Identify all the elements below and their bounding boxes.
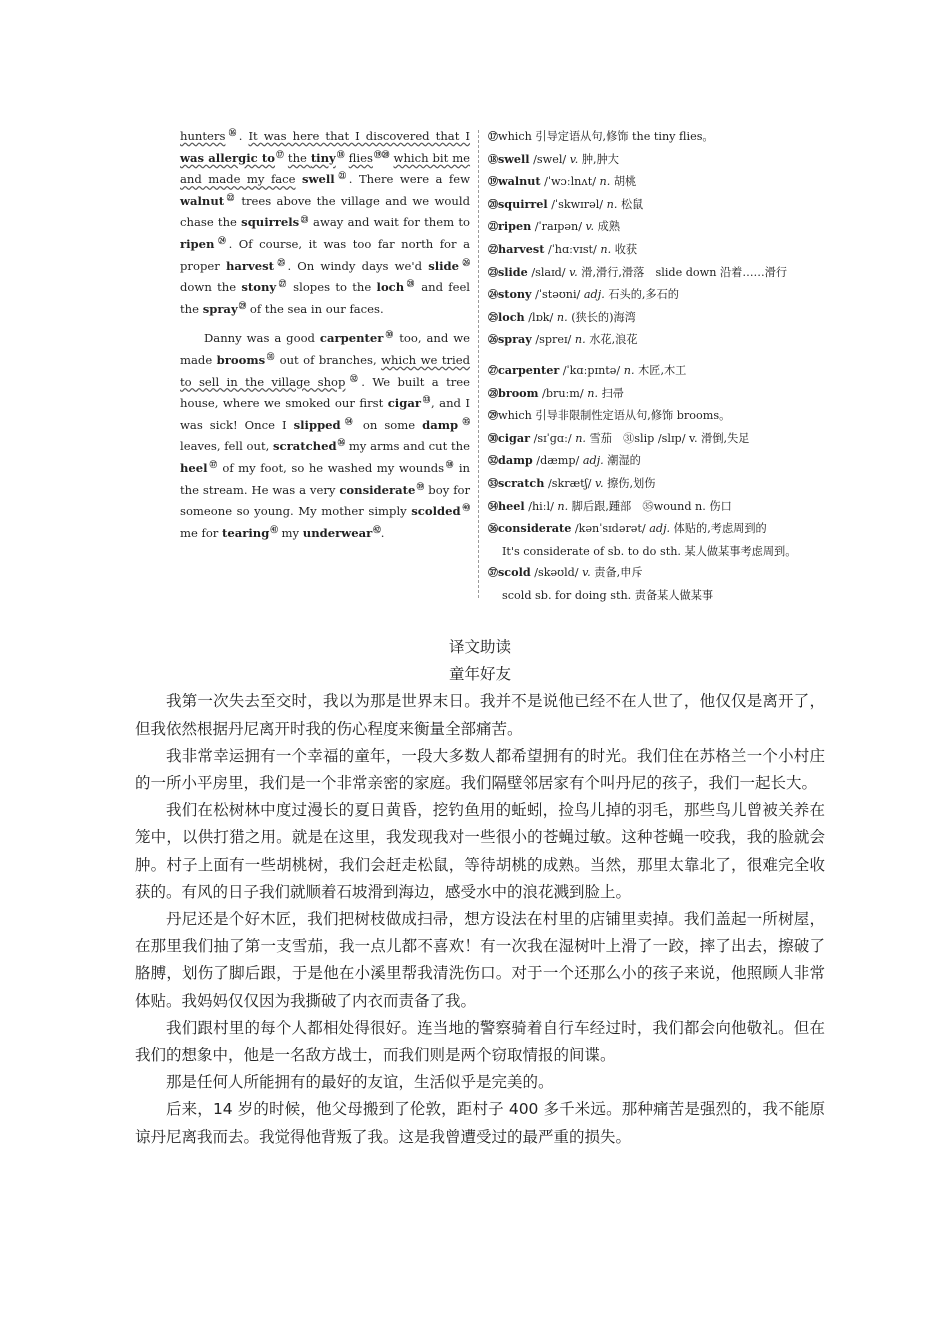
note-pos: n. (606, 197, 618, 211)
note-marker: ㉔ (215, 236, 229, 246)
note-num: ⑳ (488, 199, 498, 211)
note-def: 石头的,多石的 (608, 288, 679, 302)
text-run: of the sea in our faces. (246, 301, 384, 316)
keyword: scratched (273, 439, 337, 454)
annotated-reading-section (180, 126, 860, 602)
keyword: slide (428, 258, 460, 273)
vocab-note (488, 194, 868, 217)
text-run: in the stream. He was a very (180, 460, 471, 497)
text-run: , and I was sick! Once I (180, 396, 471, 432)
vocab-note (488, 307, 868, 330)
note-def: 松鼠 (620, 197, 644, 211)
note-ipa: /ˈraɪpən/ (534, 220, 582, 234)
text-run: . There were a few (348, 172, 470, 187)
translation-paragraph: 我们跟村里的每个人都相处得很好。连当地的警察骑着自行车经过时，我们都会向他敬礼。但在我们的想象中，他是一名敌方战士，而我们则是两个窃取情报的间谍。 (135, 1018, 825, 1065)
column-divider (478, 130, 479, 598)
keyword: walnut (180, 193, 225, 208)
note-marker: ⑲⑳ (373, 149, 390, 159)
note-pos: v. (585, 220, 595, 234)
text-run: away and wait for them to (308, 215, 470, 230)
note-pos: adj. (649, 522, 671, 536)
keyword: cigar (387, 396, 421, 411)
note-num: ㉔ (488, 290, 498, 302)
note-ipa: /skəʊld/ (534, 566, 579, 580)
note-ipa: /swel/ (533, 152, 567, 166)
note-word: considerate (498, 521, 572, 536)
note-def: 体贴的,考虑周到的 (673, 522, 767, 536)
vocab-note (488, 518, 868, 541)
note-ipa: /ˈhɑːvɪst/ (547, 242, 597, 256)
vocab-note (488, 149, 868, 172)
note-marker: ㉘ (405, 279, 416, 289)
note-marker: ㉓ (300, 214, 309, 224)
note-num: ㉞ (488, 501, 498, 513)
note-marker: ㉗ (277, 279, 288, 289)
note-num: ㊲ (488, 568, 498, 580)
note-marker: ㉝ (421, 395, 432, 405)
keyword: heel (180, 460, 208, 475)
note-pos: v. (594, 476, 604, 490)
vocab-note (488, 329, 868, 352)
text-run: my arms and cut the (345, 439, 470, 454)
translation-paragraph: 丹尼还是个好木匠，我们把树枝做成扫帚，想方设法在村里的店铺里卖掉。我们盖起一所树屋，在那里我们抽了第一支雪茄，我一点儿都不喜欢！有一次我在湿树叶上滑了一跤，摔了出去，擦破了胳膊，划伤了脚后跟，于是他在小溪里帮我清洗伤口。对于一个还那么小的孩子来说，他照顾人非常体贴。我妈妈仅仅因为我撕破了内衣而责备了我。 (135, 910, 825, 1010)
note-def: 滑,滑行,滑落 slide down 沿着……滑行 (581, 265, 788, 279)
note-ipa: It's considerate of sb. to do sth. 某人做某事考虑周到。 (502, 544, 797, 558)
text-run: too, and we made (180, 331, 470, 367)
note-word: broom (498, 385, 539, 400)
note-pos: n. (623, 363, 635, 377)
text-run: which bit me and made my face (180, 150, 471, 187)
text-run: slopes to the (287, 280, 377, 295)
translation-paragraph: 我们在松树林中度过漫长的夏日黄昏，挖钓鱼用的蚯蚓，捡鸟儿掉的羽毛，那些鸟儿曾被关养在笼中，以供打猎之用。就是在这里，我发现我对一些很小的苍蝇过敏。这种苍蝇一咬我，我的脸就会肿。村子上面有一些胡桃树，我们会赶走松鼠，等待胡桃的成熟。当然，那里太靠北了，很难完全收获的。有风的日子我们就顺着石坡滑到海边，感受水中的浪花溅到脸上。 (135, 801, 825, 901)
text-run: down the (180, 280, 242, 295)
text-run: of my foot, so he washed my wounds (217, 460, 445, 475)
note-marker: ㉕ (274, 257, 288, 267)
note-marker: ㊱ (337, 438, 346, 448)
vocab-note (488, 496, 868, 519)
note-num: ㊱ (488, 524, 498, 536)
note-num: ⑲ (488, 177, 498, 189)
note-word: heel (498, 498, 525, 513)
note-marker: ㊵ (461, 503, 470, 513)
text-run: . (238, 129, 249, 143)
note-word: slide (498, 264, 528, 279)
vocab-note (488, 216, 868, 239)
keyword: tiny (310, 150, 336, 165)
note-marker: ㊶ (270, 524, 278, 534)
text-run: It was here that I discovered that I (248, 129, 471, 143)
note-pos: n. (600, 242, 612, 256)
note-ipa: /sɪˈɡɑː/ (533, 431, 572, 445)
note-ipa: /spreɪ/ (535, 333, 572, 347)
note-marker: ㉙ (238, 300, 247, 310)
note-num: ㉗ (488, 365, 498, 377)
vocab-note (488, 585, 868, 607)
note-num: ㉒ (488, 244, 498, 256)
text-run: flies (348, 150, 373, 165)
note-marker: ㊳ (445, 460, 455, 470)
text-run: boy for someone so young. My mother simply (180, 482, 471, 519)
text-run: . (380, 525, 385, 540)
translation-paragraph: 那是任何人所能拥有的最好的友谊，生活似乎是完美的。 (166, 1073, 554, 1092)
keyword: loch (376, 280, 405, 295)
vocab-note (488, 171, 868, 194)
note-word: cigar (498, 430, 531, 445)
text-run: trees above the village and we would chase the (180, 193, 470, 230)
note-marker: ㉚ (384, 330, 395, 340)
note-num: ㉖ (488, 335, 498, 347)
note-pos: v. (582, 566, 591, 580)
note-def: 责备,申斥 (594, 566, 643, 580)
vocab-note (488, 262, 868, 285)
text-run: Danny was a good (204, 331, 320, 346)
note-pos: adj. (582, 454, 604, 468)
passage-paragraph (180, 328, 470, 544)
text-run: . We built a tree house, where we smoked our first (180, 374, 470, 411)
note-def: (狭长的)海湾 (571, 310, 636, 324)
note-def: 收获 (614, 242, 638, 256)
note-word: scold (498, 565, 531, 580)
text-run: . Of course, it was too far north for a proper (180, 236, 470, 273)
note-marker: ㉒ (225, 192, 236, 202)
note-marker: ㉑ (335, 171, 349, 181)
note-def: 擦伤,划伤 (607, 476, 656, 490)
note-def: 潮湿的 (607, 454, 641, 468)
note-pos: n. (575, 431, 586, 445)
text-run: hunters (180, 129, 226, 143)
note-def: 脚后跟,踵部 ㉟wound n. 伤口 (571, 499, 732, 513)
keyword: squirrels (241, 215, 300, 230)
note-ipa: /slaɪd/ (531, 265, 566, 279)
vocab-note (488, 562, 868, 585)
note-num: ⑱ (488, 154, 498, 166)
note-pos: n. (557, 499, 569, 513)
translation-heading: 译文助读 (448, 638, 511, 656)
note-def: 成熟 (597, 220, 621, 234)
note-ipa: /ˈkɑːpɪntə/ (562, 363, 621, 377)
notes-group (488, 360, 868, 607)
vocab-note (488, 239, 868, 262)
text-run: me for (180, 525, 223, 540)
vocab-note (488, 360, 868, 383)
note-pos: n. (587, 386, 599, 400)
keyword: harvest (225, 258, 274, 273)
text-run: on some (355, 417, 423, 432)
note-marker: ㊲ (208, 460, 218, 470)
note-def: 水花,浪花 (589, 333, 638, 347)
keyword: scolded (411, 504, 461, 519)
vocab-note (488, 126, 868, 149)
keyword: underwear (302, 525, 373, 540)
text-run: which we tried to sell in the village shop (180, 352, 471, 389)
note-marker: ㉛ (266, 352, 276, 362)
note-marker: ⑯ (226, 128, 239, 138)
note-marker: ㉞ (341, 416, 356, 426)
vocab-note (488, 284, 868, 307)
note-marker: ㊷ (373, 524, 381, 534)
keyword: brooms (216, 352, 266, 367)
translation-paragraph: 后来，14 岁的时候，他父母搬到了伦敦，距村子 400 多千米远。那种痛苦是强烈的，我不能原谅丹尼离我而去。我觉得他背叛了我。这是我曾遭受过的最严重的损失。 (135, 1100, 825, 1146)
note-marker: ㉟ (459, 416, 471, 426)
note-ipa: /lɒk/ (528, 310, 554, 324)
translation-paragraph: 我非常幸运拥有一个幸福的童年，一段大多数人都希望拥有的时光。我们住在苏格兰一个小村庄的一所小平房里，我们是一个非常亲密的家庭。我们隔壁邻居家有个叫丹尼的孩子，我们一起长大。 (135, 746, 825, 793)
note-word: swell (498, 151, 530, 166)
keyword: carpenter (319, 331, 384, 346)
notes-group (488, 126, 868, 352)
note-word: squirrel (498, 196, 548, 211)
note-pos: n. (599, 175, 611, 189)
passage-paragraph (180, 126, 470, 320)
note-num: ㉜ (488, 456, 498, 468)
note-ipa: /ˈstəʊni/ (535, 288, 581, 302)
translation-paragraph: 我第一次失去至交时，我以为那是世界末日。我并不是说他已经不在人世了，他仅仅是离开了，但我依然根据丹尼离开时我的伤心程度来衡量全部痛苦。 (135, 692, 825, 738)
keyword: was allergic to (180, 150, 276, 165)
keyword: slipped (293, 417, 341, 432)
note-ipa: /ˈskwɪrəl/ (551, 197, 604, 211)
note-ipa: /bruːm/ (542, 386, 584, 400)
text-run: and feel the (180, 280, 471, 316)
note-num: ㉙ (488, 411, 498, 423)
note-pos: n. (556, 310, 568, 324)
translation-body (135, 688, 825, 1150)
note-marker: ㊴ (416, 481, 425, 491)
text-run: leaves, fell out, (180, 439, 274, 454)
note-def: 雪茄 ㉛slip /slɪp/ v. 滑倒,失足 (589, 431, 750, 445)
note-word: loch (498, 309, 525, 324)
text-run: out of branches, (275, 352, 382, 367)
note-def: 扫帚 (601, 386, 624, 400)
note-pos: adj. (583, 288, 605, 302)
note-def: 胡桃 (613, 175, 637, 189)
note-def: 肿,肿大 (581, 152, 619, 166)
note-pos: v. (569, 152, 579, 166)
note-marker: ㉖ (460, 257, 471, 267)
vocab-note (488, 450, 868, 473)
text-run: my (277, 525, 303, 540)
note-num: ㉑ (488, 222, 498, 234)
note-ipa: /skrætʃ/ (547, 476, 592, 490)
note-ipa: which 引导定语从句,修饰 the tiny flies。 (498, 130, 714, 143)
note-num: ㉓ (488, 267, 498, 279)
note-word: stony (498, 287, 532, 302)
note-ipa: /dæmp/ (536, 454, 580, 468)
note-word: walnut (498, 174, 541, 189)
note-num: ㉕ (488, 312, 498, 324)
keyword: considerate (339, 482, 416, 497)
note-num: ㉝ (488, 478, 498, 490)
vocab-note (488, 405, 868, 428)
text-run: the (287, 150, 311, 165)
keyword: stony (241, 280, 277, 295)
note-ipa: /ˈwɔːlnʌt/ (544, 175, 596, 189)
note-marker: ㉜ (346, 373, 362, 383)
note-num: ⑰ (488, 132, 498, 143)
note-def: 木匠,木工 (638, 363, 687, 377)
keyword: spray (202, 301, 238, 316)
keyword: tearing (222, 525, 270, 540)
vocab-note (488, 428, 868, 451)
note-marker: ⑱ (336, 149, 345, 159)
note-word: carpenter (498, 362, 560, 377)
note-word: harvest (498, 241, 545, 256)
note-word: damp (498, 453, 533, 468)
note-ipa: which 引导非限制性定语从句,修饰 brooms。 (498, 409, 731, 423)
vocab-note (488, 473, 868, 496)
translation-section (135, 634, 825, 1151)
note-num: ㉘ (488, 388, 498, 400)
note-pos: n. (574, 333, 586, 347)
note-pos: v. (569, 265, 578, 279)
vocab-note (488, 541, 868, 563)
translation-title: 童年好友 (448, 665, 511, 684)
note-num: ㉚ (488, 433, 498, 445)
english-passage (180, 126, 470, 544)
text-run: . On windy days we'd (287, 258, 429, 273)
note-word: spray (498, 332, 532, 347)
vocabulary-notes (488, 126, 868, 606)
note-ipa: /hiːl/ (528, 499, 554, 513)
note-ipa: /kənˈsɪdərət/ (574, 522, 646, 536)
vocab-note (488, 383, 868, 406)
note-marker: ⑰ (276, 149, 284, 159)
note-ipa: scold sb. for doing sth. 责备某人做某事 (502, 588, 714, 602)
keyword: damp (422, 417, 459, 432)
keyword: swell (302, 172, 335, 187)
note-word: scratch (498, 475, 545, 490)
note-word: ripen (498, 219, 532, 234)
keyword: ripen (180, 236, 215, 251)
